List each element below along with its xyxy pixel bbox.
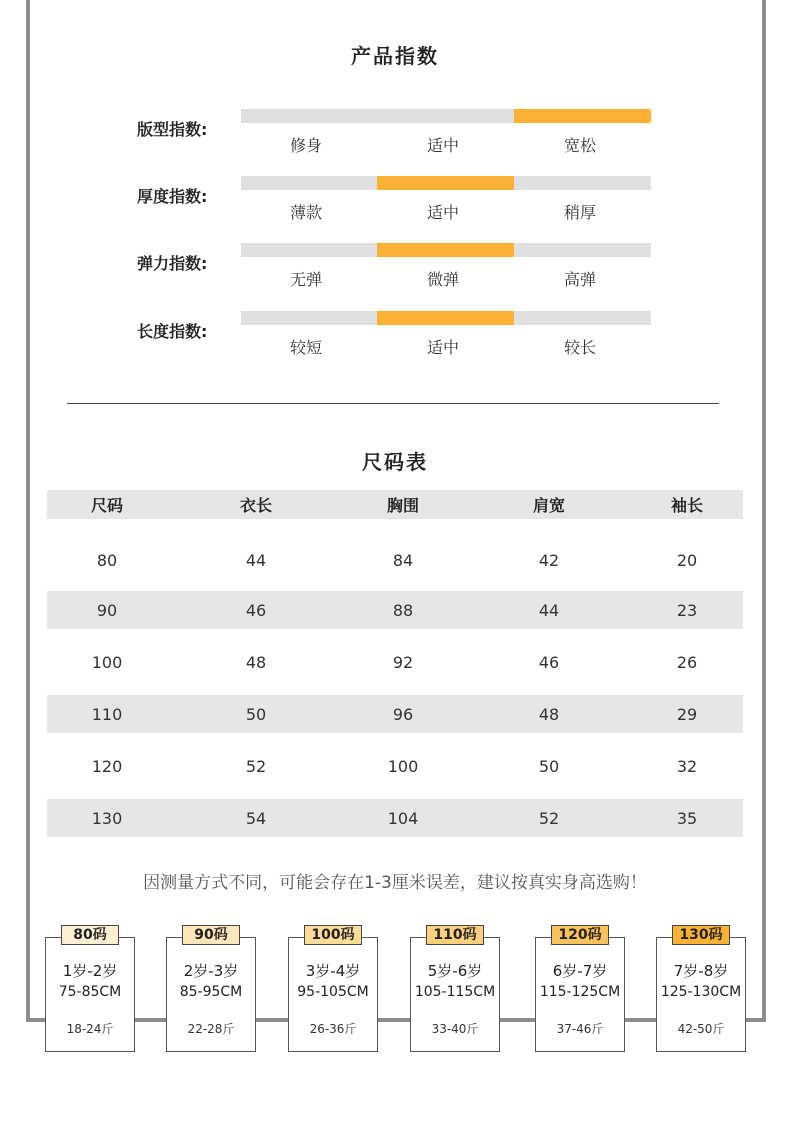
size-card-age: 2岁-3岁	[183, 962, 239, 980]
index-bar-segment	[241, 243, 377, 257]
index-row	[0, 311, 790, 371]
size-card-height: 95-105CM	[297, 984, 369, 1000]
frame-bottom-border	[26, 1018, 766, 1022]
table-row	[47, 629, 743, 695]
size-card-tag: 100码	[304, 925, 362, 945]
index-row	[0, 109, 790, 169]
table-cell: 92	[392, 652, 414, 672]
table-cell: 20	[676, 550, 698, 570]
index-bar-selected-segment	[514, 109, 651, 123]
index-bar-segment	[241, 109, 377, 123]
size-card	[45, 937, 135, 1052]
size-card-tag: 80码	[61, 925, 119, 945]
table-cell: 52	[245, 756, 267, 776]
size-card-weight: 22-28斤	[187, 1022, 235, 1036]
size-card-tag: 130码	[672, 925, 730, 945]
index-bar	[241, 311, 651, 325]
size-table-title: 尺码表	[362, 450, 428, 474]
index-bar-segment	[377, 109, 514, 123]
table-cell: 96	[392, 704, 414, 724]
table-cell: 46	[538, 652, 560, 672]
table-cell: 104	[387, 808, 419, 828]
size-card-age: 5岁-6岁	[427, 962, 483, 980]
table-cell: 48	[245, 652, 267, 672]
size-table	[47, 490, 743, 837]
table-header-cell: 胸围	[386, 496, 419, 515]
table-cell: 44	[245, 550, 267, 570]
size-card-weight: 18-24斤	[66, 1022, 114, 1036]
index-label: 弹力指数:	[137, 254, 208, 273]
size-card-tag: 110码	[426, 925, 484, 945]
size-card-tag: 90码	[182, 925, 240, 945]
table-row	[47, 591, 743, 629]
index-bar	[241, 109, 651, 123]
table-cell: 29	[676, 704, 698, 724]
index-option-label: 宽松	[563, 136, 596, 155]
size-card-weight: 37-46斤	[556, 1022, 604, 1036]
index-option-label: 稍厚	[563, 203, 596, 222]
index-option-label: 适中	[426, 338, 459, 357]
index-bar-selected-segment	[377, 243, 514, 257]
size-card-age: 7岁-8岁	[673, 962, 729, 980]
size-card-height: 115-125CM	[539, 984, 621, 1000]
index-option-label: 薄款	[289, 203, 322, 222]
table-cell: 50	[245, 704, 267, 724]
index-label: 长度指数:	[137, 322, 208, 341]
index-option-label: 较短	[289, 338, 322, 357]
table-cell: 110	[91, 704, 123, 724]
table-cell: 88	[392, 600, 414, 620]
table-cell: 35	[676, 808, 698, 828]
table-cell: 42	[538, 550, 560, 570]
index-bar	[241, 243, 651, 257]
size-card-height: 125-130CM	[660, 984, 742, 1000]
table-cell: 44	[538, 600, 560, 620]
size-card	[535, 937, 625, 1052]
table-cell: 80	[96, 550, 118, 570]
index-option-label: 适中	[426, 136, 459, 155]
table-header-row	[47, 490, 743, 519]
size-card-age: 3岁-4岁	[305, 962, 361, 980]
table-header-cell: 肩宽	[532, 496, 565, 515]
index-option-label: 微弹	[426, 270, 459, 289]
index-option-label: 修身	[289, 136, 322, 155]
size-card-height: 105-115CM	[414, 984, 496, 1000]
size-card-tag: 120码	[551, 925, 609, 945]
index-section-title: 产品指数	[351, 44, 439, 68]
index-bar-segment	[514, 176, 651, 190]
size-card-weight: 33-40斤	[431, 1022, 479, 1036]
table-cell: 26	[676, 652, 698, 672]
size-card	[656, 937, 746, 1052]
table-cell: 100	[387, 756, 419, 776]
table-cell: 130	[91, 808, 123, 828]
index-option-label: 无弹	[289, 270, 322, 289]
size-card-height: 75-85CM	[58, 984, 122, 1000]
index-bar-segment	[241, 176, 377, 190]
index-bar-selected-segment	[377, 176, 514, 190]
table-row	[47, 733, 743, 799]
index-bar-segment	[514, 311, 651, 325]
index-option-label: 高弹	[563, 270, 596, 289]
size-card	[288, 937, 378, 1052]
index-row	[0, 243, 790, 303]
section-divider	[67, 403, 719, 404]
size-card-weight: 26-36斤	[309, 1022, 357, 1036]
index-bar-segment	[241, 311, 377, 325]
size-card	[410, 937, 500, 1052]
index-option-label: 适中	[426, 203, 459, 222]
size-card-weight: 42-50斤	[677, 1022, 725, 1036]
size-card-height: 85-95CM	[179, 984, 243, 1000]
index-option-label: 较长	[563, 338, 596, 357]
size-card	[166, 937, 256, 1052]
table-cell: 120	[91, 756, 123, 776]
table-cell: 54	[245, 808, 267, 828]
table-row	[47, 695, 743, 733]
table-header-cell: 尺码	[90, 496, 123, 515]
table-cell: 23	[676, 600, 698, 620]
table-cell: 84	[392, 550, 414, 570]
table-cell: 52	[538, 808, 560, 828]
table-cell: 50	[538, 756, 560, 776]
table-header-cell: 袖长	[670, 496, 703, 515]
index-bar-segment	[514, 243, 651, 257]
size-card-age: 6岁-7岁	[552, 962, 608, 980]
table-row	[47, 799, 743, 837]
index-bar-selected-segment	[377, 311, 514, 325]
table-row	[47, 529, 743, 591]
table-cell: 46	[245, 600, 267, 620]
table-cell: 48	[538, 704, 560, 724]
table-cell: 90	[96, 600, 118, 620]
index-row	[0, 176, 790, 236]
measurement-note: 因测量方式不同，可能会存在1-3厘米误差，建议按真实身高选购！	[143, 873, 647, 893]
index-bar	[241, 176, 651, 190]
table-cell: 100	[91, 652, 123, 672]
table-header-cell: 衣长	[239, 496, 272, 515]
size-card-age: 1岁-2岁	[62, 962, 118, 980]
index-label: 厚度指数:	[137, 187, 208, 206]
index-label: 版型指数:	[137, 120, 208, 139]
table-cell: 32	[676, 756, 698, 776]
